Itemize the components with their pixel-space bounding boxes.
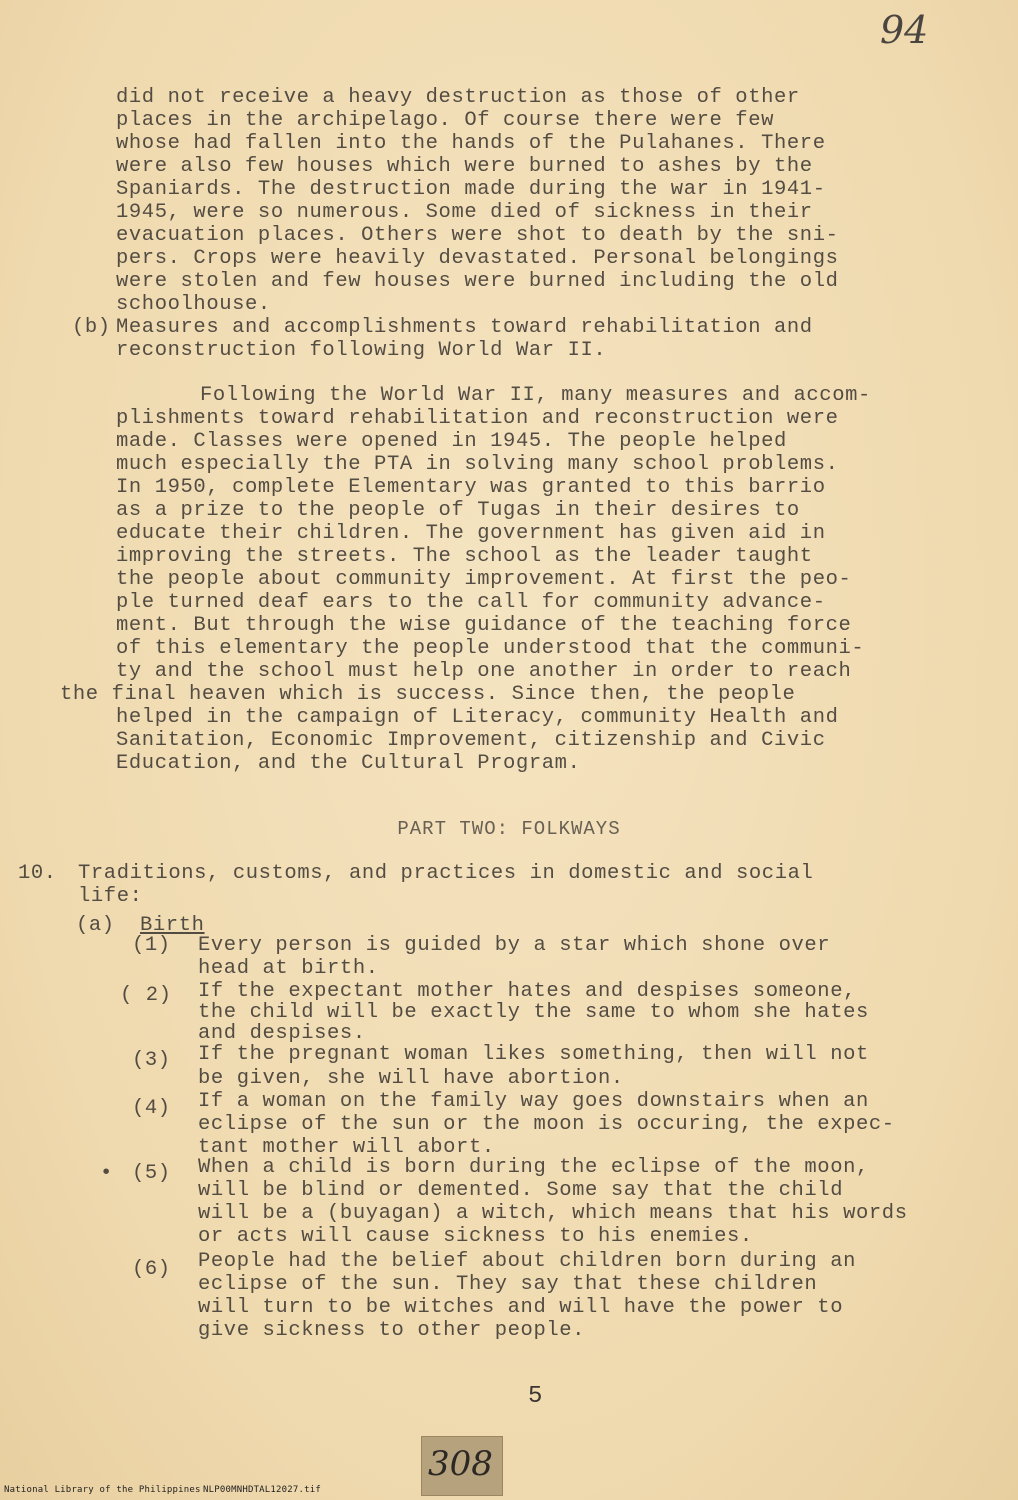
- body-line: In 1950, complete Elementary was granted to this barrio: [116, 476, 826, 499]
- body-line: Education, and the Cultural Program.: [116, 752, 581, 775]
- list-line: will be a (buyagan) a witch, which means that his words: [198, 1202, 908, 1225]
- list-line: or acts will cause sickness to his enemies.: [198, 1225, 753, 1248]
- body-line: Spaniards. The destruction made during the war in 1941-: [116, 178, 826, 201]
- body-line: ple turned deaf ears to the call for community advance-: [116, 591, 826, 614]
- list-line: If the pregnant woman likes something, then will not: [198, 1043, 869, 1066]
- list-line: If the expectant mother hates and despises someone,: [198, 980, 857, 1003]
- body-line: did not receive a heavy destruction as those of other: [116, 86, 800, 109]
- list-marker: (5): [132, 1162, 171, 1185]
- body-line: of this elementary the people understood that the communi-: [116, 637, 865, 660]
- list-line: will be blind or demented. Some say that the child: [198, 1179, 844, 1202]
- section-heading-line: Measures and accomplishments toward rehabilitation and: [116, 316, 813, 339]
- list-line: eclipse of the sun or the moon is occuring, the expec-: [198, 1113, 895, 1136]
- list-line: head at birth.: [198, 957, 379, 980]
- stamp-number: 308: [428, 1444, 493, 1484]
- list-line: When a child is born during the eclipse of the moon,: [198, 1156, 869, 1179]
- body-line: ty and the school must help one another in order to reach: [116, 660, 852, 683]
- scan-filename: NLP00MNHDTAL12027.tif: [203, 1485, 321, 1495]
- handwritten-page-number: 94: [880, 8, 929, 52]
- body-line: whose had fallen into the hands of the Pulahanes. There: [116, 132, 826, 155]
- body-line: plishments toward rehabilitation and reconstruction were: [116, 407, 839, 430]
- list-marker: (4): [132, 1097, 171, 1120]
- list-line: give sickness to other people.: [198, 1319, 586, 1342]
- body-line: the people about community improvement. At first the peo-: [116, 568, 852, 591]
- body-line: improving the streets. The school as the leader taught: [116, 545, 813, 568]
- list-line: eclipse of the sun. They say that these children: [198, 1273, 818, 1296]
- list-line: the child will be exactly the same to whom she hates: [198, 1001, 869, 1024]
- list-marker: (3): [132, 1049, 171, 1072]
- body-line: much especially the PTA in solving many school problems.: [116, 453, 839, 476]
- item-heading-line: life:: [78, 885, 143, 908]
- body-line: made. Classes were opened in 1945. The people helped: [116, 430, 787, 453]
- bullet-dot: •: [100, 1162, 113, 1185]
- body-line: ment. But through the wise guidance of the teaching force: [116, 614, 852, 637]
- list-line: People had the belief about children born during an: [198, 1250, 857, 1273]
- body-line: as a prize to the people of Tugas in their desires to: [116, 499, 800, 522]
- body-line: pers. Crops were heavily devastated. Personal belongings: [116, 247, 839, 270]
- list-line: tant mother will abort.: [198, 1136, 495, 1159]
- body-line: educate their children. The government has given aid in: [116, 522, 826, 545]
- section-marker: (b): [72, 316, 111, 339]
- list-line: will turn to be witches and will have the power to: [198, 1296, 844, 1319]
- list-marker: (1): [132, 934, 171, 957]
- body-line: Sanitation, Economic Improvement, citizenship and Civic: [116, 729, 826, 752]
- body-line: were also few houses which were burned to ashes by the: [116, 155, 813, 178]
- list-line: be given, she will have abortion.: [198, 1067, 624, 1090]
- part-two-heading: PART TWO: FOLKWAYS: [397, 818, 621, 840]
- body-line: places in the archipelago. Of course there were few: [116, 109, 775, 132]
- list-marker: ( 2): [120, 984, 172, 1007]
- body-line: the final heaven which is success. Since then, the people: [60, 683, 796, 706]
- list-marker: (6): [132, 1258, 171, 1281]
- body-line: evacuation places. Others were shot to death by the sni-: [116, 224, 839, 247]
- item-heading-line: Traditions, customs, and practices in domestic and social: [78, 862, 814, 885]
- list-line: and despises.: [198, 1022, 366, 1045]
- subsection-marker: (a): [76, 914, 115, 937]
- body-line: schoolhouse.: [116, 293, 271, 316]
- birth-heading: Birth: [140, 914, 205, 937]
- body-line: Following the World War II, many measures and accom-: [200, 384, 871, 407]
- section-heading-line: reconstruction following World War II.: [116, 339, 607, 362]
- list-line: Every person is guided by a star which shone over: [198, 934, 831, 957]
- typed-page-number: 5: [528, 1383, 543, 1410]
- body-line: 1945, were so numerous. Some died of sickness in their: [116, 201, 813, 224]
- body-line: helped in the campaign of Literacy, community Health and: [116, 706, 839, 729]
- library-credit: National Library of the Philippines: [4, 1485, 201, 1495]
- body-line: were stolen and few houses were burned including the old: [116, 270, 839, 293]
- item-number: 10.: [18, 862, 57, 885]
- list-line: If a woman on the family way goes downstairs when an: [198, 1090, 869, 1113]
